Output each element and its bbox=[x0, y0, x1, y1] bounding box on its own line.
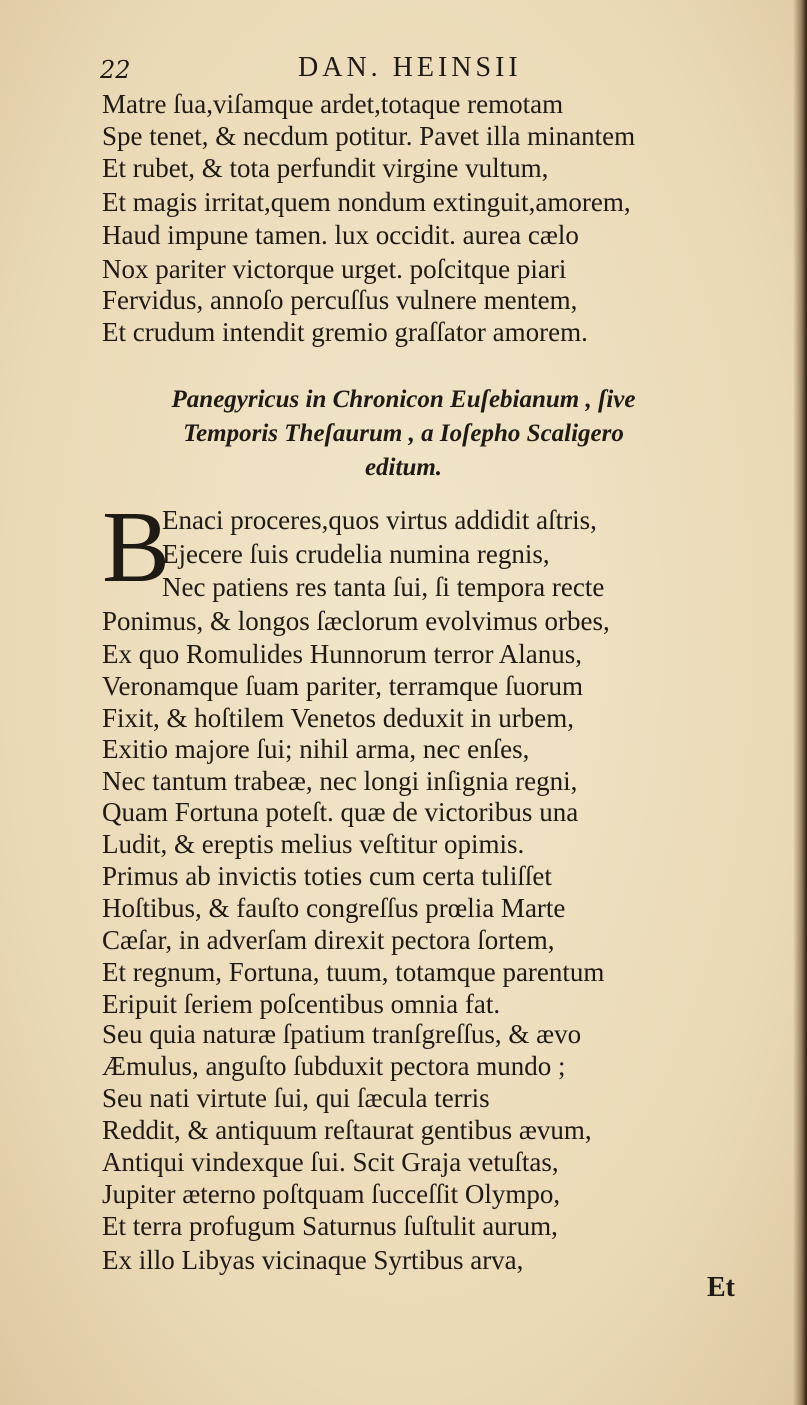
verse-line: Fervidus, annoſo percuſſus vulnere mentem, bbox=[102, 285, 578, 315]
verse-line: Et magis irritat,quem nondum extinguit,amorem, bbox=[102, 187, 631, 217]
verse-line: Nox pariter victorque urget. poſcitque piari bbox=[102, 254, 567, 284]
page-header bbox=[100, 52, 660, 92]
running-head: DAN. HEINSII bbox=[298, 52, 522, 83]
drop-cap: B bbox=[102, 491, 171, 604]
verse-line: Quam Fortuna poteſt. quæ de victoribus una bbox=[102, 797, 579, 827]
page-binding-shadow bbox=[793, 0, 807, 1405]
verse-line: Et regnum, Fortuna, tuum, totamque parentum bbox=[102, 957, 605, 987]
verse-line: Ludit, & ereptis melius veſtitur opimis. bbox=[102, 829, 525, 859]
verse-line: Ponimus, & longos ſæclorum evolvimus orbes, bbox=[102, 606, 610, 636]
verse-line: Nec patiens res tanta ſui, ſi tempora recte bbox=[162, 572, 605, 602]
verse-line: Veronamque ſuam pariter, terramque ſuorum bbox=[102, 671, 583, 701]
verse-line: Hoſtibus, & fauſto congreſſus prœlia Marte bbox=[102, 893, 566, 923]
verse-line: Et terra profugum Saturnus ſuſtulit aurum, bbox=[102, 1211, 558, 1241]
verse-line: Reddit, & antiquum reſtaurat gentibus ævum, bbox=[102, 1115, 592, 1145]
poem-title-line: Temporis Theſaurum , a Ioſepho Scaligero bbox=[183, 420, 624, 447]
verse-line: Et rubet, & tota perfundit virgine vultum, bbox=[102, 153, 549, 183]
verse-line: Antiqui vindexque ſui. Scit Graja vetuſtas, bbox=[102, 1147, 559, 1177]
verse-line: Ex illo Libyas vicinaque Syrtibus arva, bbox=[102, 1245, 524, 1275]
verse-line: Seu nati virtute ſui, qui ſæcula terris bbox=[102, 1083, 490, 1113]
poem-title-line: Panegyricus in Chronicon Euſebianum , ſive bbox=[171, 386, 636, 413]
verse-line: Cæſar, in adverſam direxit pectora ſortem, bbox=[102, 925, 555, 955]
verse-line: Seu quia naturæ ſpatium tranſgreſſus, & ævo bbox=[102, 1019, 582, 1049]
verse-line: Exitio majore ſui; nihil arma, nec enſes, bbox=[102, 734, 530, 764]
verse-line: Et crudum intendit gremio graſſator amorem. bbox=[102, 317, 588, 347]
page-number: 22 bbox=[100, 56, 131, 84]
verse-line: Fixit, & hoſtilem Venetos deduxit in urbem, bbox=[102, 703, 574, 733]
verse-line: Spe tenet, & necdum potitur. Pavet illa minantem bbox=[102, 121, 636, 151]
verse-line: Primus ab invictis toties cum certa tuliſſet bbox=[102, 861, 552, 891]
verse-line: Ex quo Romulides Hunnorum terror Alanus, bbox=[102, 639, 582, 669]
verse-line: Matre ſua,viſamque ardet,totaque remotam bbox=[102, 89, 564, 119]
verse-line: Haud impune tamen. lux occidit. aurea cælo bbox=[102, 220, 579, 250]
verse-line: Enaci proceres,quos virtus addidit aſtris, bbox=[162, 505, 597, 535]
catchword: Et bbox=[707, 1272, 735, 1303]
verse-line: Jupiter æterno poſtquam ſucceſſit Olympo, bbox=[102, 1179, 561, 1209]
poem-title-line: editum. bbox=[364, 454, 443, 481]
verse-line: Æmulus, anguſto ſubduxit pectora mundo ; bbox=[102, 1051, 566, 1081]
verse-line: Eripuit ſeriem poſcentibus omnia fat. bbox=[102, 989, 501, 1019]
verse-line: Ejecere ſuis crudelia numina regnis, bbox=[162, 539, 550, 569]
verse-line: Nec tantum trabeæ, nec longi inſignia regni, bbox=[102, 766, 578, 796]
